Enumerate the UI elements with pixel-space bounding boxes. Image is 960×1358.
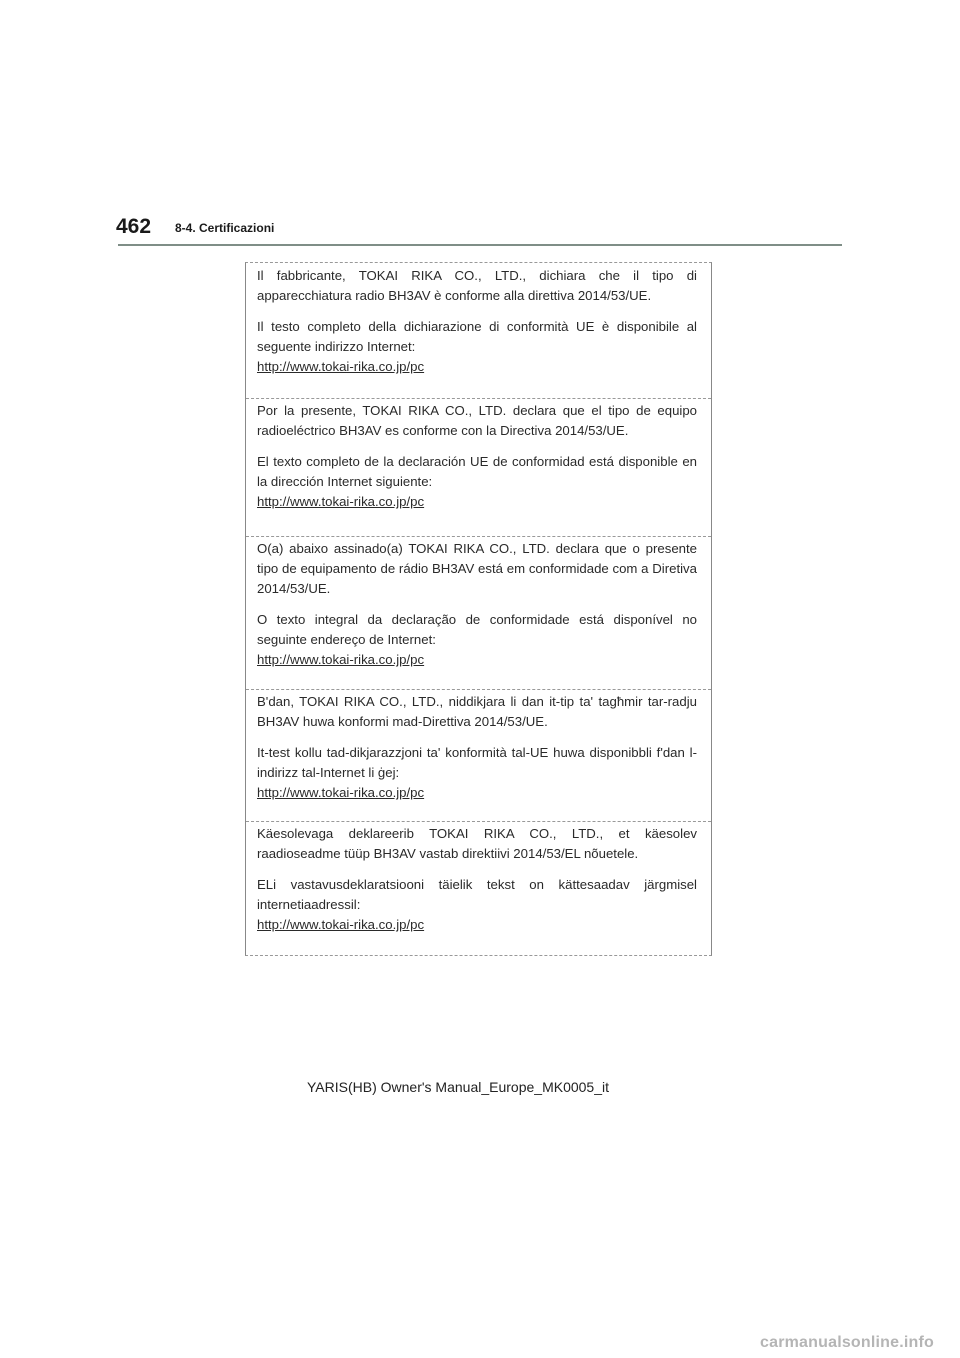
declaration-availability: Il testo completo della dichiarazione di conformità UE è disponibile al seguente indirizzo Internet: — [257, 319, 697, 354]
declaration-statement: O(a) abaixo assinado(a) TOKAI RIKA CO., LTD. declara que o presente tipo de equipamento de rádio BH3AV está em conformidade com a Diretiva 2014/53/UE. — [257, 541, 697, 596]
declaration-availability: O texto integral da declaração de conformidade está disponível no seguinte endereço de Internet: — [257, 612, 697, 647]
declaration-availability: El texto completo de la declaración UE de conformidad está disponible en la dirección Internet siguiente: — [257, 454, 697, 489]
declaration-availability: ELi vastavusdeklaratsiooni täielik tekst on kättesaadav järgmisel internetiaadressil: — [257, 877, 697, 912]
declaration-box — [245, 262, 712, 956]
declaration-statement: Il fabbricante, TOKAI RIKA CO., LTD., dichiara che il tipo di apparecchiatura radio BH3AV è conforme alla direttiva 2014/53/UE. — [257, 268, 697, 303]
declaration-availability: It-test kollu tad-dikjarazzjoni ta' konformità tal-UE huwa disponibbli f'dan l-indirizz tal-Internet li ġej: — [257, 745, 697, 780]
declaration-section-mt — [246, 692, 711, 803]
declaration-url-link[interactable]: http://www.tokai-rika.co.jp/pc — [257, 652, 425, 667]
declaration-statement: B'dan, TOKAI RIKA CO., LTD., niddikjara li dan it-tip ta' tagħmir tar-radju BH3AV huwa konformi mad-Direttiva 2014/53/UE. — [257, 694, 697, 729]
declaration-section-es — [246, 401, 711, 512]
section-divider — [246, 689, 711, 690]
declaration-statement: Por la presente, TOKAI RIKA CO., LTD. declara que el tipo de equipo radioeléctrico BH3AV es conforme con la Directiva 2014/53/UE. — [257, 403, 697, 438]
page-number: 462 — [116, 215, 152, 238]
section-divider — [246, 398, 711, 399]
declaration-section-et — [246, 824, 711, 935]
declaration-url-link[interactable]: http://www.tokai-rika.co.jp/pc — [257, 494, 425, 509]
site-watermark: carmanualsonline.info — [760, 1334, 935, 1351]
declaration-url-link[interactable]: http://www.tokai-rika.co.jp/pc — [257, 359, 425, 374]
section-divider — [246, 821, 711, 822]
declaration-section-it — [246, 266, 711, 377]
header-divider — [118, 244, 842, 246]
declaration-section-pt — [246, 539, 711, 670]
declaration-url-link[interactable]: http://www.tokai-rika.co.jp/pc — [257, 917, 425, 932]
manual-footer: YARIS(HB) Owner's Manual_Europe_MK0005_it — [307, 1079, 609, 1095]
section-divider — [246, 536, 711, 537]
section-title: 8-4. Certificazioni — [175, 221, 275, 235]
declaration-statement: Käesolevaga deklareerib TOKAI RIKA CO., LTD., et käesolev raadioseadme tüüp BH3AV vastab direktiivi 2014/53/EL nõuetele. — [257, 826, 697, 861]
declaration-url-link[interactable]: http://www.tokai-rika.co.jp/pc — [257, 785, 425, 800]
